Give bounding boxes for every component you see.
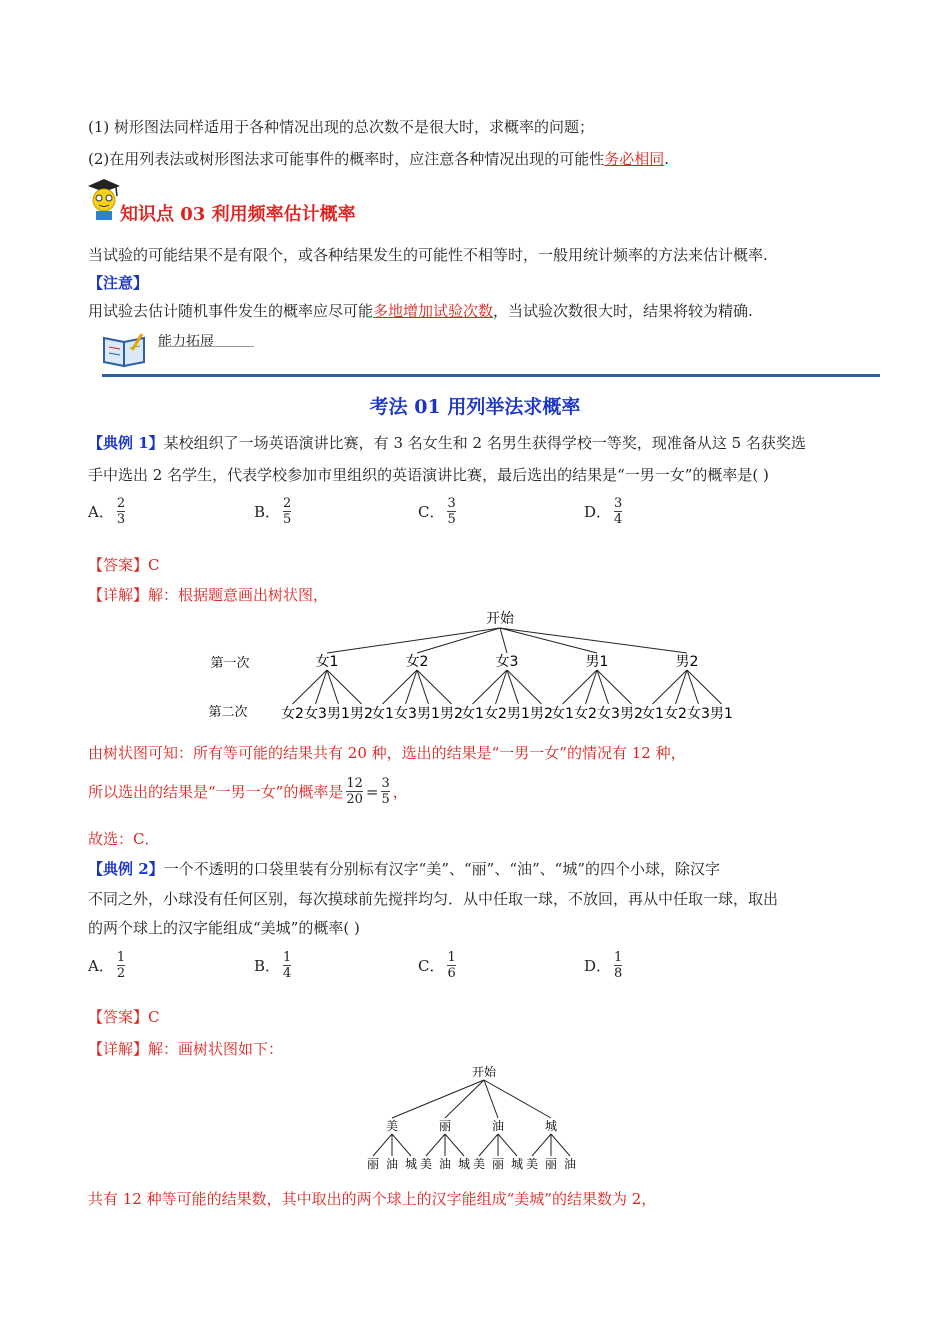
ex1-answer-tag: 【答案】	[88, 556, 149, 574]
tree1-branch	[327, 628, 500, 653]
tree2-branch	[392, 1080, 484, 1118]
tree1-level2-node: 男2	[350, 706, 373, 722]
choice-denominator: 8	[614, 966, 623, 981]
tree2-branch	[551, 1134, 570, 1156]
tree1-level2-node: 男2	[530, 706, 553, 722]
ex2-choice-a[interactable]	[88, 950, 128, 981]
ex1-text1: 某校组织了一场英语演讲比赛，有 3 名女生和 2 名男生获得学校一等奖，现准备从这 5 名获奖选	[163, 434, 806, 452]
tree1-level1-node: 男2	[675, 654, 699, 670]
section-label: 能力拓展	[158, 334, 214, 350]
choice-letter: D．	[584, 957, 612, 975]
tree-diagram-2	[0, 1058, 950, 1176]
tree2-level2-node: 油	[385, 1157, 399, 1171]
ex1-choice-c[interactable]	[418, 496, 459, 527]
kp03-note-text: 用试验去估计随机事件发生的概率应尽可能	[88, 302, 374, 320]
ex1-answer-value: C	[148, 556, 160, 574]
ex2-answer-tag: 【答案】	[88, 1008, 149, 1026]
tree2-level2-node: 城	[404, 1157, 418, 1171]
tree1-level2-node: 男1	[327, 706, 350, 722]
tree1-level2-node: 女3	[597, 706, 620, 722]
choice-letter: B．	[254, 957, 281, 975]
choice-numerator: 2	[116, 496, 126, 511]
ex1-choice-a[interactable]	[88, 496, 128, 527]
ex2-answer-value: C	[148, 1008, 160, 1026]
ex1-choice-d[interactable]	[584, 496, 625, 527]
tree2-level1-node: 油	[491, 1119, 505, 1133]
tree2-level2-node: 油	[438, 1157, 452, 1171]
tree1-branch	[507, 670, 542, 704]
tree1-level2-node: 女2	[281, 706, 304, 722]
choice-numerator: 3	[447, 496, 456, 511]
tree1-branch	[500, 628, 687, 653]
tree2-branch	[532, 1134, 551, 1156]
ex1-tag: 【典例 1】	[88, 434, 164, 452]
book-pencil-icon	[100, 330, 152, 370]
tree1-level2-node: 男1	[507, 706, 530, 722]
choice-numerator: 1	[283, 950, 292, 965]
note-2-emphasis: 务必相同	[604, 150, 665, 168]
tree1-level2-node: 女3	[304, 706, 327, 722]
tree2-level2-node: 丽	[544, 1157, 558, 1171]
tree2-root: 开始	[471, 1065, 497, 1079]
tree1-branch	[687, 670, 722, 704]
ex2-line1	[88, 858, 720, 879]
choice-denominator: 4	[614, 512, 623, 527]
tree2-branch	[373, 1134, 392, 1156]
ex2-text1: 一个不透明的口袋里装有分别标有汉字“美”、“丽”、“油”、“城”的四个小球，除汉字	[163, 860, 721, 878]
tree2-level2-node: 丽	[366, 1157, 380, 1171]
frac1-den: 20	[346, 792, 363, 807]
tree1-level2-node: 女1	[551, 706, 574, 722]
tree1-branch	[417, 670, 452, 704]
tree1-level1-node: 女2	[405, 654, 429, 670]
tree2-level2-node: 美	[525, 1157, 539, 1171]
tree1-level2-node: 女3	[394, 706, 417, 722]
ex1-answer	[88, 554, 160, 575]
tree2-branch	[445, 1080, 484, 1118]
ex1-conclusion-2-end: ，	[392, 783, 408, 801]
tree2-branch	[484, 1080, 551, 1118]
frac2-num: 3	[381, 776, 390, 791]
tree2-branch	[392, 1134, 411, 1156]
tree1-level2-node: 女2	[574, 706, 597, 722]
tree1-branch	[327, 670, 362, 704]
tree2-branch	[445, 1134, 464, 1156]
ex1-final: 故选：C．	[88, 830, 160, 848]
choice-denominator: 4	[283, 966, 292, 981]
tree1-level2-node: 女1	[461, 706, 484, 722]
tree1-level1-label: 第一次	[210, 656, 250, 671]
kp03-title: 知识点 03 利用频率估计概率	[120, 204, 356, 225]
tree2-level2-node: 丽	[491, 1157, 505, 1171]
tree2-level2-node: 美	[472, 1157, 486, 1171]
note-1: (1) 树形图法同样适用于各种情况出现的总次数不是很大时，求概率的问题；	[88, 118, 595, 136]
tree1-branch	[473, 670, 508, 704]
choice-letter: A．	[88, 503, 114, 521]
choice-numerator: 3	[614, 496, 623, 511]
tree1-level1-node: 女3	[495, 654, 519, 670]
choice-letter: A．	[88, 957, 114, 975]
method-title: 考法 01 用列举法求概率	[369, 396, 581, 418]
kp03-body: 当试验的可能结果不是有限个，或各种结果发生的可能性不相等时，一般用统计频率的方法来估计概率.	[88, 246, 768, 264]
section-divider	[102, 374, 880, 377]
tree2-branch	[484, 1080, 498, 1118]
ex1-conclusion-1: 由树状图可知：所有等可能的结果共有 20 种，选出的结果是“一男一女”的情况有 12 种，	[88, 744, 686, 762]
ex2-choice-d[interactable]	[584, 950, 625, 981]
tree-diagram-1	[0, 600, 950, 730]
ex2-line2: 不同之外，小球没有任何区别，每次摸球前先搅拌均匀．从中任取一球，不放回，再从中任取一球，取出	[88, 890, 779, 908]
ex1-detail-tag: 【详解】	[88, 586, 149, 604]
note-2-text: (2)在用列表法或树形图法求可能事件的概率时，应注意各种情况出现的可能性	[88, 150, 605, 168]
ex2-conclusion: 共有 12 种等可能的结果数，其中取出的两个球上的汉字能组成“美城”的结果数为 2，	[88, 1190, 657, 1208]
kp03-note	[88, 300, 753, 321]
tree2-level2-node: 城	[457, 1157, 471, 1171]
tree1-level1-node: 女1	[315, 654, 339, 670]
tree2-branch	[426, 1134, 445, 1156]
ex1-conclusion-2-text: 所以选出的结果是“一男一女”的概率是	[88, 783, 344, 801]
tree2-level1-node: 美	[385, 1119, 399, 1133]
choice-letter: C．	[418, 957, 445, 975]
frac2-den: 5	[381, 792, 390, 807]
tree2-level2-node: 美	[419, 1157, 433, 1171]
ex2-line3: 的两个球上的汉字能组成“美城”的概率( )	[88, 919, 360, 937]
choice-numerator: 1	[116, 950, 126, 965]
tree1-level2-label: 第二次	[208, 705, 248, 720]
tree1-branch	[563, 670, 598, 704]
ex2-detail-text: 解：画树状图如下：	[148, 1040, 284, 1058]
choice-numerator: 2	[283, 496, 292, 511]
choice-letter: C．	[418, 503, 445, 521]
choice-denominator: 5	[283, 512, 292, 527]
ex2-detail	[88, 1038, 283, 1059]
choice-denominator: 3	[116, 512, 126, 527]
tree1-level2-node: 女1	[641, 706, 664, 722]
ex1-detail-text: 解：根据题意画出树状图，	[148, 586, 329, 604]
tree1-level2-node: 男1	[417, 706, 440, 722]
ex1-line2: 手中选出 2 名学生，代表学校参加市里组织的英语演讲比赛，最后选出的结果是“一男一女”的概率是( )	[88, 466, 769, 484]
ex1-conclusion-2	[88, 776, 408, 807]
tree2-branch	[479, 1134, 498, 1156]
tree1-branch	[293, 670, 328, 704]
tree1-level2-node: 女2	[484, 706, 507, 722]
tree1-level1-node: 男1	[585, 654, 609, 670]
tree2-level2-node: 油	[563, 1157, 577, 1171]
ex2-choice-c[interactable]	[418, 950, 459, 981]
tree1-branch	[500, 628, 507, 653]
tree2-level1-node: 丽	[438, 1119, 452, 1133]
ex1-choice-b[interactable]	[254, 496, 294, 527]
kp03-note-emphasis: 多地增加试验次数	[373, 302, 494, 320]
ex2-answer	[88, 1006, 160, 1027]
tree1-branch	[500, 628, 597, 653]
tree2-level1-node: 城	[544, 1119, 558, 1133]
tree1-level2-node: 女1	[371, 706, 394, 722]
tree2-branch	[498, 1134, 517, 1156]
note-2-end: .	[664, 150, 670, 168]
note-2	[88, 148, 669, 169]
choice-denominator: 2	[116, 966, 126, 981]
choice-numerator: 1	[614, 950, 623, 965]
ex2-detail-tag: 【详解】	[88, 1040, 149, 1058]
tree1-branch	[383, 670, 418, 704]
choice-letter: B．	[254, 503, 281, 521]
tree1-level2-node: 女2	[664, 706, 687, 722]
tree1-branch	[417, 628, 500, 653]
equals-sign: =	[365, 782, 379, 801]
tree1-level2-node: 男2	[620, 706, 643, 722]
section-label-underline	[158, 346, 254, 347]
tree1-level2-node: 女3	[687, 706, 710, 722]
graduate-mascot-icon	[84, 176, 124, 222]
tree1-root: 开始	[486, 611, 514, 627]
tree1-level2-node: 男1	[710, 706, 733, 722]
frac1-num: 12	[346, 776, 363, 791]
tree1-branch	[653, 670, 688, 704]
kp03-note-end: ，当试验次数很大时，结果将较为精确.	[493, 302, 753, 320]
kp03-note-label: 【注意】	[88, 274, 149, 292]
ex2-tag: 【典例 2】	[88, 860, 164, 878]
choice-denominator: 5	[447, 512, 456, 527]
choice-letter: D．	[584, 503, 612, 521]
ex2-choice-b[interactable]	[254, 950, 294, 981]
tree1-level2-node: 男2	[440, 706, 463, 722]
choice-denominator: 6	[447, 966, 456, 981]
ex1-line1	[88, 432, 806, 453]
tree2-level2-node: 城	[510, 1157, 524, 1171]
choice-numerator: 1	[447, 950, 456, 965]
tree1-branch	[597, 670, 632, 704]
